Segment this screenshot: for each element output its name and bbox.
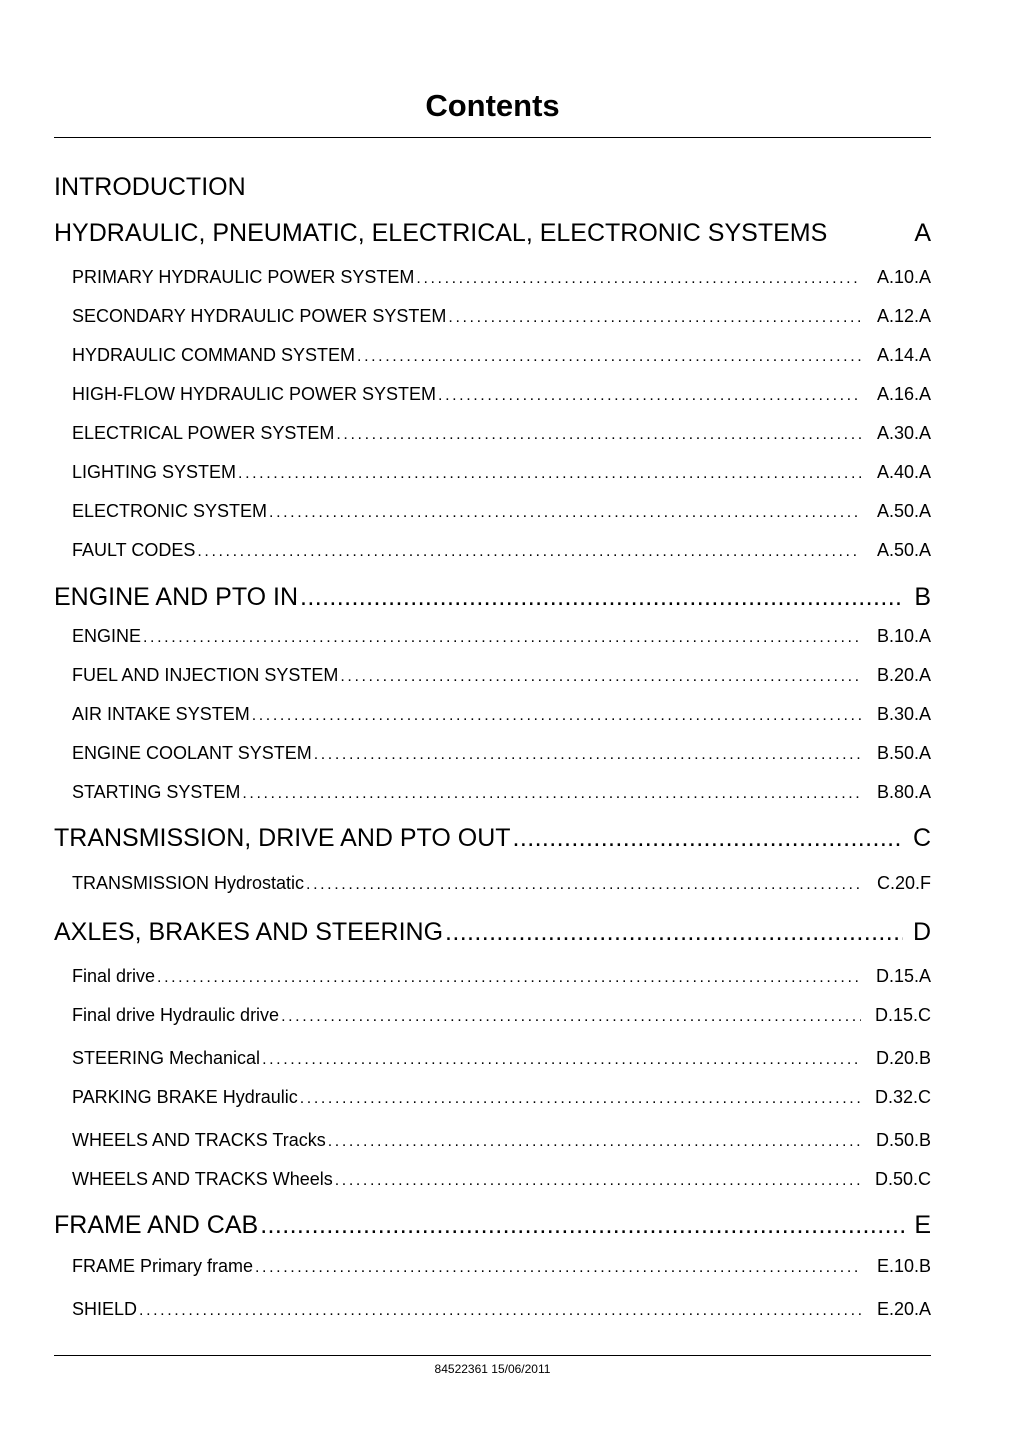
toc-section[interactable] <box>54 1210 931 1240</box>
toc-entry-title: SECONDARY HYDRAULIC POWER SYSTEM <box>72 306 447 326</box>
toc-section[interactable] <box>54 823 931 853</box>
dot-leader <box>445 917 903 947</box>
dot-leader <box>336 424 861 446</box>
dot-leader <box>328 1131 861 1153</box>
page-title: Contents <box>425 88 560 123</box>
toc-entry-title: FRAME AND CAB <box>54 1211 259 1239</box>
dot-leader <box>242 783 861 805</box>
toc-entry-code: A.30.A <box>876 423 931 443</box>
toc-entry[interactable] <box>72 1004 931 1028</box>
toc-section[interactable] <box>54 582 931 612</box>
toc-section[interactable] <box>54 917 931 947</box>
toc-entry[interactable] <box>72 1047 931 1071</box>
toc-entry[interactable] <box>72 500 931 524</box>
dot-leader <box>255 1257 861 1279</box>
toc-entry-title: STARTING SYSTEM <box>72 782 241 802</box>
page-footer: 84522361 15/06/2011 <box>434 1362 551 1376</box>
toc-entry-code: E <box>914 1211 931 1239</box>
toc-entry-title: WHEELS AND TRACKS Wheels <box>72 1169 333 1189</box>
dot-leader <box>513 823 903 853</box>
toc-entry-code: A.50.A <box>876 501 931 521</box>
toc-entry[interactable] <box>72 1129 931 1153</box>
toc-entry-title: Final drive <box>72 966 156 986</box>
dot-leader <box>416 268 861 290</box>
footer-divider <box>54 1355 931 1356</box>
dot-leader <box>281 1006 861 1028</box>
dot-leader <box>357 346 861 368</box>
toc-entry-code: B.50.A <box>876 743 931 763</box>
toc-entry-code: B <box>914 583 931 611</box>
toc-entry-title: ELECTRONIC SYSTEM <box>72 501 268 521</box>
toc-entry-title: ENGINE <box>72 626 142 646</box>
toc-entry-code: D <box>912 918 931 946</box>
toc-entry-title: TRANSMISSION, DRIVE AND PTO OUT <box>54 824 511 852</box>
toc-entry-code: B.80.A <box>876 782 931 802</box>
toc-entry-title: FAULT CODES <box>72 540 196 560</box>
toc-entry[interactable] <box>72 742 931 766</box>
toc-entry[interactable] <box>72 1086 931 1110</box>
toc-entry-code: C <box>912 824 931 852</box>
toc-entry[interactable] <box>72 664 931 688</box>
toc-entry-title: SHIELD <box>72 1299 138 1319</box>
toc-entry-code: E.20.A <box>876 1299 931 1319</box>
toc-entry[interactable] <box>72 703 931 727</box>
toc-entry[interactable] <box>72 872 931 896</box>
toc-entry[interactable] <box>72 1298 931 1322</box>
dot-leader <box>448 307 861 329</box>
toc-entry[interactable] <box>72 266 931 290</box>
toc-entry[interactable] <box>72 539 931 563</box>
dot-leader <box>340 666 861 688</box>
toc-entry[interactable] <box>72 1168 931 1192</box>
dot-leader <box>252 705 861 727</box>
dot-leader <box>314 744 861 766</box>
toc-entry-title: INTRODUCTION <box>54 173 246 201</box>
dot-leader <box>306 874 861 896</box>
toc-entry[interactable] <box>72 422 931 446</box>
toc-entry-title: HYDRAULIC COMMAND SYSTEM <box>72 345 356 365</box>
toc-entry[interactable] <box>72 1255 931 1279</box>
toc-entry-title: Final drive Hydraulic drive <box>72 1005 280 1025</box>
toc-entry[interactable] <box>72 781 931 805</box>
dot-leader <box>300 1088 861 1110</box>
toc-entry-title: LIGHTING SYSTEM <box>72 462 237 482</box>
toc-entry-title: ENGINE AND PTO IN <box>54 583 299 611</box>
dot-leader <box>269 502 861 524</box>
toc-entry[interactable] <box>72 383 931 407</box>
toc-entry-title: AXLES, BRAKES AND STEERING <box>54 918 444 946</box>
toc-entry-code: A <box>914 219 931 247</box>
toc-entry-title: FRAME Primary frame <box>72 1256 254 1276</box>
toc-entry[interactable] <box>72 305 931 329</box>
toc-entry-title: FUEL AND INJECTION SYSTEM <box>72 665 339 685</box>
toc-entry-code: A.50.A <box>876 540 931 560</box>
toc-entry-title: ELECTRICAL POWER SYSTEM <box>72 423 335 443</box>
toc-entry-code: B.20.A <box>876 665 931 685</box>
toc-entry[interactable] <box>72 625 931 649</box>
toc-entry-code: A.10.A <box>876 267 931 287</box>
toc-entry-title: HIGH-FLOW HYDRAULIC POWER SYSTEM <box>72 384 437 404</box>
toc-entry-code: A.16.A <box>876 384 931 404</box>
dot-leader <box>260 1210 904 1240</box>
toc-section[interactable] <box>54 218 931 248</box>
toc-section[interactable] <box>54 172 931 202</box>
dot-leader <box>300 582 904 612</box>
toc-entry-title: PARKING BRAKE Hydraulic <box>72 1087 298 1107</box>
dot-leader <box>262 1049 861 1071</box>
toc-entry[interactable] <box>72 344 931 368</box>
dot-leader <box>197 541 861 563</box>
toc-entry-code: A.12.A <box>876 306 931 326</box>
toc-entry-title: WHEELS AND TRACKS Tracks <box>72 1130 326 1150</box>
toc-entry-code: D.15.A <box>875 966 931 986</box>
dot-leader <box>335 1170 861 1192</box>
toc-entry-title: PRIMARY HYDRAULIC POWER SYSTEM <box>72 267 415 287</box>
toc-entry-code: C.20.F <box>876 873 931 893</box>
toc-entry-title: TRANSMISSION Hydrostatic <box>72 873 305 893</box>
toc-entry-code: D.50.B <box>875 1130 931 1150</box>
toc-entry-code: A.14.A <box>876 345 931 365</box>
dot-leader <box>238 463 861 485</box>
dot-leader <box>143 627 861 649</box>
toc-entry-code: D.50.C <box>874 1169 931 1189</box>
toc-entry[interactable] <box>72 965 931 989</box>
toc-entry[interactable] <box>72 461 931 485</box>
toc-entry-code: D.20.B <box>875 1048 931 1068</box>
dot-leader <box>139 1300 861 1322</box>
toc-entry-title: ENGINE COOLANT SYSTEM <box>72 743 312 763</box>
toc-entry-code: E.10.B <box>876 1256 931 1276</box>
toc-entry-code: A.40.A <box>876 462 931 482</box>
dot-leader <box>438 385 861 407</box>
header-divider <box>54 137 931 138</box>
toc-entry-title: HYDRAULIC, PNEUMATIC, ELECTRICAL, ELECTRONIC SYSTEMS <box>54 219 828 247</box>
toc-entry-code: B.10.A <box>876 626 931 646</box>
toc-entry-code: D.15.C <box>874 1005 931 1025</box>
toc-entry-title: AIR INTAKE SYSTEM <box>72 704 250 724</box>
toc-entry-title: STEERING Mechanical <box>72 1048 261 1068</box>
dot-leader <box>157 967 861 989</box>
toc-entry-code: D.32.C <box>874 1087 931 1107</box>
toc-entry-code: B.30.A <box>876 704 931 724</box>
